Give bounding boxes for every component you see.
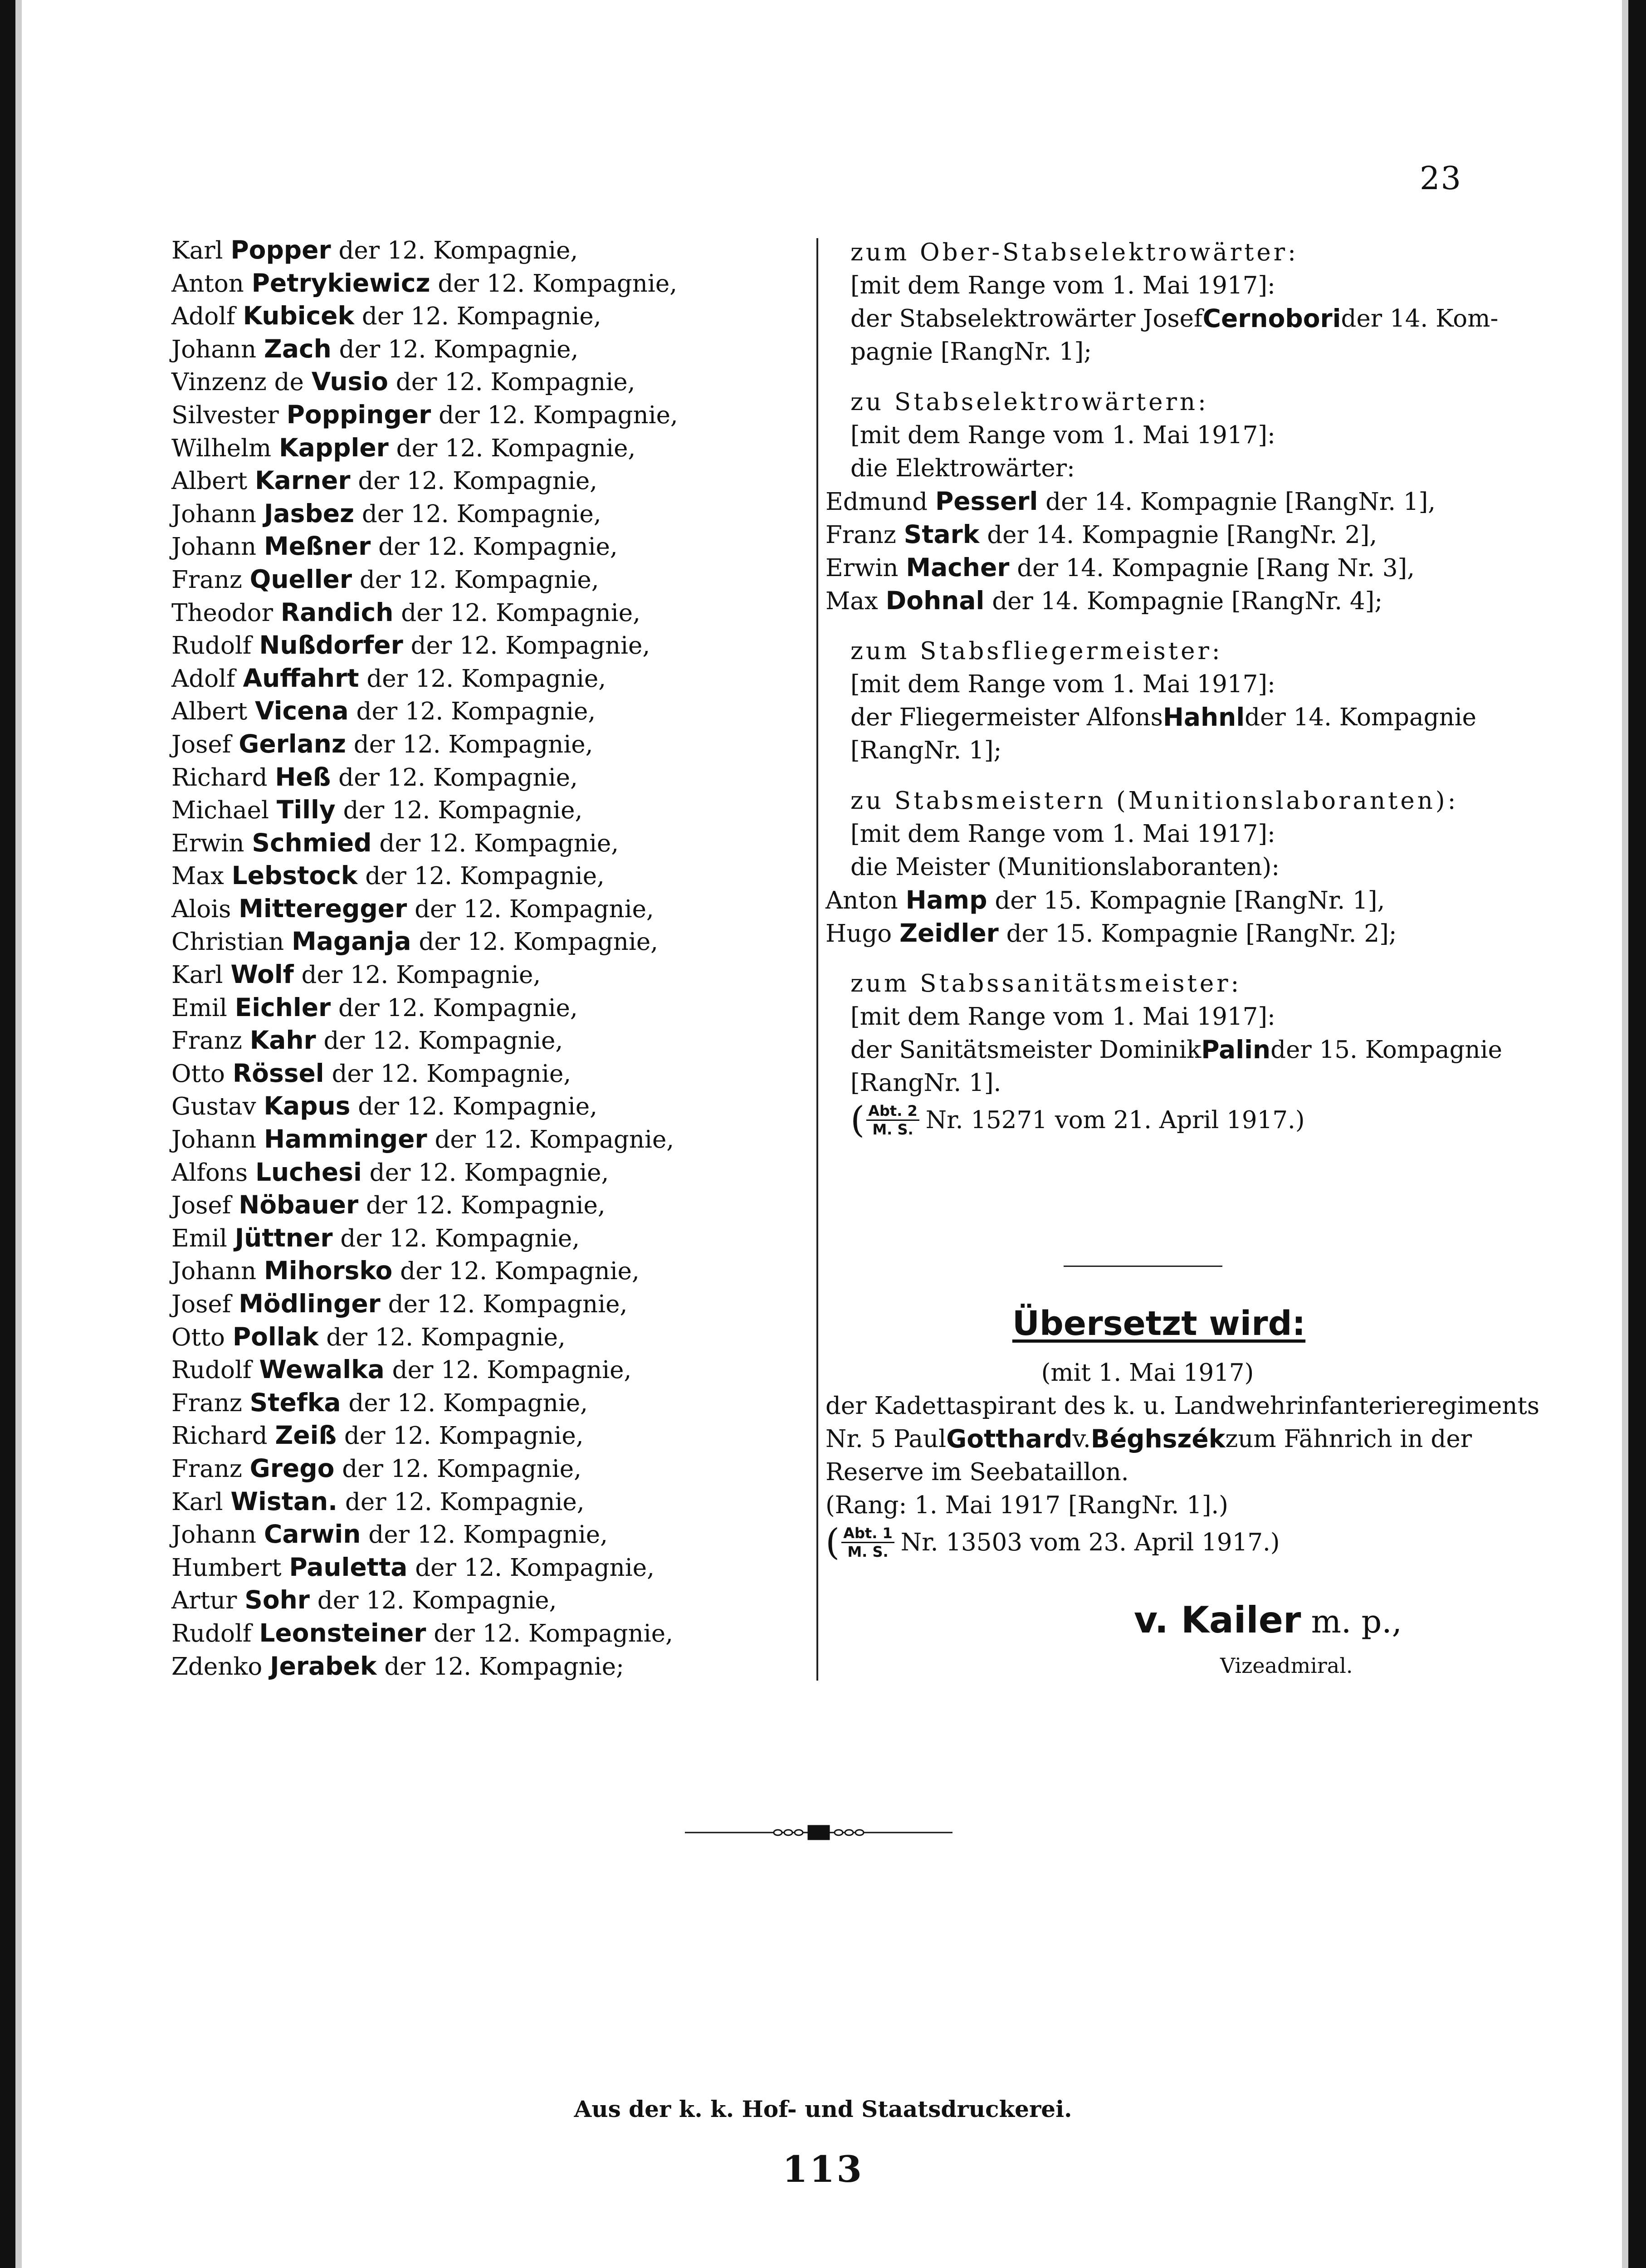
surname: Schmied (252, 828, 372, 857)
first-name: Franz (171, 1455, 242, 1483)
rank-date: [mit dem Range vom 1. Mai 1917]: (850, 670, 1275, 698)
surname: Rössel (232, 1058, 324, 1088)
entry-text: der 14. Kompagnie (1245, 704, 1477, 731)
first-name: Adolf (171, 665, 235, 693)
person-entry (171, 1485, 797, 1518)
unit-text: der 12. Kompagnie, (366, 665, 606, 693)
surname: Eichler (234, 992, 331, 1022)
unit-text: der 12. Kompagnie, (438, 269, 678, 298)
person-entry (171, 365, 797, 398)
surname: Petrykiewicz (251, 268, 430, 298)
person-name: Gotthard (946, 1424, 1073, 1453)
unit-text: der 12. Kompagnie, (366, 1192, 606, 1220)
person-entry (171, 267, 797, 300)
surname: Stefka (249, 1388, 341, 1417)
person-entry (171, 1024, 797, 1057)
person-entry (171, 1353, 797, 1386)
person-entry (171, 859, 797, 892)
surname: Grego (249, 1453, 335, 1483)
entry-text: der Stabselektrowärter Josef (850, 305, 1203, 332)
person-list (825, 485, 1467, 617)
surname: Kubicek (243, 301, 355, 331)
person-entry (171, 662, 797, 695)
person-entry (171, 1551, 797, 1584)
unit-text: der 12. Kompagnie, (323, 1027, 563, 1055)
first-name: Richard (171, 763, 268, 792)
first-name: Franz (825, 521, 896, 549)
person-entry (825, 485, 1467, 518)
unit-text: der 12. Kompagnie, (353, 730, 593, 758)
surname: Carwin (264, 1520, 361, 1549)
person-entry (171, 563, 797, 596)
surname: Pauletta (289, 1552, 408, 1582)
surname: Mitteregger (239, 894, 407, 923)
unit-text: der 12. Kompagnie, (401, 599, 640, 627)
reference-line (825, 1522, 1470, 1563)
first-name: Albert (171, 467, 248, 495)
person-name: Cernobori (1202, 304, 1341, 333)
transfer-text: Nr. 5 Paul (825, 1425, 947, 1453)
first-name: Wilhelm (171, 434, 272, 462)
fraction-top: Abt. 1 (841, 1525, 894, 1543)
reference-text: Nr. 13503 vom 23. April 1917.) (900, 1528, 1280, 1556)
surname: Kapus (264, 1091, 351, 1121)
column-divider (816, 238, 818, 1681)
unit-text: der 12. Kompagnie, (339, 335, 579, 363)
surname: Nöbauer (239, 1190, 359, 1220)
person-entry (171, 1584, 797, 1617)
first-name: Josef (171, 1290, 231, 1318)
rank-date: [mit dem Range vom 1. Mai 1917]: (850, 272, 1275, 299)
scan-border-right (1628, 0, 1646, 2268)
unit-text: der 12. Kompagnie, (344, 1422, 584, 1450)
unit-text: der 12. Kompagnie, (358, 1093, 597, 1121)
transfer-block (825, 1356, 1540, 1563)
surname: Vicena (255, 696, 349, 726)
person-entry (171, 332, 797, 366)
first-name: Franz (171, 1389, 242, 1417)
person-entry (825, 551, 1467, 584)
unit-text: der 12. Kompagnie, (338, 237, 578, 264)
right-column (825, 236, 1502, 1141)
unit-text: der 12. Kompagnie, (340, 1224, 580, 1252)
person-entry (171, 398, 797, 431)
person-entry (171, 892, 797, 925)
first-name: Emil (171, 994, 227, 1022)
person-entry (171, 431, 797, 464)
transfer-line: (Rang: 1. Mai 1917 [RangNr. 1].) (825, 1491, 1228, 1519)
unit-text: der 12. Kompagnie, (332, 1060, 571, 1088)
ornament-divider-icon (685, 1821, 952, 1844)
unit-text: der 12. Kompagnie, (434, 1619, 673, 1647)
entry-line: [RangNr. 1]. (850, 1069, 1001, 1097)
first-name: Zdenko (171, 1652, 263, 1681)
surname: Zeiß (275, 1421, 337, 1450)
unit-text: der 12. Kompagnie, (361, 500, 601, 528)
scan-border-right-shade (1622, 0, 1628, 2268)
unit-text: der 12. Kompagnie, (359, 566, 599, 594)
first-name: Johann (171, 533, 257, 561)
surname: Poppinger (286, 400, 431, 429)
first-name: Richard (171, 1422, 268, 1450)
surname: Meßner (264, 532, 371, 561)
person-entry (171, 1222, 797, 1255)
unit-text: der 12. Kompagnie, (343, 797, 583, 825)
first-name: Josef (171, 1192, 231, 1220)
signature-suffix: m. p., (1311, 1603, 1402, 1640)
surname: Kappler (279, 433, 389, 462)
first-name: Rudolf (171, 1356, 252, 1384)
unit-text: der 12. Kompagnie, (338, 763, 578, 792)
person-name: Béghszék (1090, 1424, 1226, 1453)
unit-text: der 12. Kompagnie, (317, 1587, 557, 1615)
entry-line: pagnie [RangNr. 1]; (850, 338, 1092, 366)
person-entry (171, 1287, 797, 1320)
first-name: Adolf (171, 303, 235, 331)
person-entry (171, 694, 797, 728)
unit-text: der 12. Kompagnie, (356, 698, 596, 726)
section-title-stabsfliegermeister: zum Stabsfliegermeister: (850, 637, 1223, 665)
surname: Gerlanz (239, 729, 346, 758)
unit-text: der 12. Kompagnie, (410, 632, 650, 660)
entry-line: [RangNr. 1]; (850, 737, 1002, 764)
first-name: Anton (825, 887, 898, 914)
person-entry (171, 629, 797, 662)
transfer-date: (mit 1. Mai 1917) (1041, 1359, 1254, 1387)
person-entry (825, 584, 1467, 617)
section-title-stabsmeister: zu Stabsmeistern (Munitionslaboranten): (850, 787, 1459, 815)
person-entry (171, 1617, 797, 1650)
unit-text: der 12. Kompagnie, (415, 1554, 654, 1582)
unit-text: der 15. Kompagnie [RangNr. 1], (995, 887, 1385, 914)
entry-line (850, 1033, 1502, 1066)
first-name: Johann (171, 335, 257, 363)
surname: Vusio (311, 367, 388, 396)
surname: Auffahrt (243, 663, 359, 693)
person-entry (171, 826, 797, 860)
entry-text: der 15. Kompagnie (1270, 1036, 1502, 1064)
person-entry (171, 1320, 797, 1354)
first-name: Karl (171, 1488, 223, 1516)
person-entry (171, 299, 797, 332)
person-entry (171, 958, 797, 991)
first-name: Karl (171, 961, 223, 989)
unit-text: der 12. Kompagnie, (415, 895, 654, 923)
surname: Macher (906, 553, 1010, 582)
unit-text: der 12. Kompagnie, (388, 1290, 628, 1318)
section-title-stabselektrowaerter: zu Stabselektrowärtern: (850, 388, 1209, 416)
person-entry (171, 1386, 797, 1419)
surname: Wistan. (230, 1486, 338, 1516)
surname: Wewalka (259, 1355, 385, 1384)
person-entry (171, 1090, 797, 1123)
first-name: Johann (171, 1126, 257, 1154)
first-name: Vinzenz de (171, 368, 304, 396)
first-name: Christian (171, 928, 284, 956)
first-name: Anton (171, 269, 244, 298)
rank-date: [mit dem Range vom 1. Mai 1917]: (850, 421, 1275, 449)
first-name: Otto (171, 1323, 225, 1351)
unit-text: der 12. Kompagnie, (326, 1323, 566, 1351)
left-name-list (171, 234, 797, 1682)
first-name: Silvester (171, 401, 279, 429)
first-name: Hugo (825, 920, 892, 948)
entry-line (850, 701, 1477, 734)
reference-text: Nr. 15271 vom 21. April 1917.) (925, 1106, 1305, 1134)
surname: Mihorsko (264, 1256, 393, 1286)
person-entry (171, 464, 797, 497)
first-name: Erwin (825, 554, 899, 582)
unit-text: der 12. Kompagnie, (419, 928, 659, 956)
page-number: 23 (1420, 160, 1462, 197)
unit-text: der 12. Kompagnie; (384, 1652, 624, 1681)
surname: Hamminger (264, 1124, 427, 1154)
surname: Wolf (230, 960, 294, 989)
person-entry (171, 925, 797, 958)
section-title-stabssanitaetsmeister: zum Stabssanitätsmeister: (850, 970, 1242, 997)
person-entry (171, 497, 797, 530)
surname: Sohr (244, 1585, 310, 1615)
unit-text: der 12. Kompagnie, (358, 467, 598, 495)
unit-text: der 14. Kompagnie [RangNr. 1], (1045, 488, 1436, 516)
transfer-text: zum Fähnrich in der (1225, 1425, 1472, 1453)
person-entry (825, 884, 1467, 917)
person-entry (171, 1123, 797, 1156)
entry-text: der Fliegermeister Alfons (850, 704, 1163, 731)
person-entry (825, 518, 1467, 551)
person-entry (171, 761, 797, 794)
person-entry (171, 234, 797, 267)
transfer-line: der Kadettaspirant des k. u. Landwehrinfanterieregiments (825, 1392, 1540, 1420)
entry-line (850, 302, 1499, 335)
unit-text: der 12. Kompagnie, (400, 1257, 640, 1286)
surname: Queller (249, 564, 352, 594)
unit-text: der 12. Kompagnie, (368, 1521, 608, 1549)
unit-text: der 12. Kompagnie, (338, 994, 578, 1022)
unit-text: der 12. Kompagnie, (301, 961, 541, 989)
surname: Popper (230, 235, 331, 264)
person-entry (171, 1156, 797, 1189)
first-name: Michael (171, 797, 269, 825)
first-name: Artur (171, 1587, 237, 1615)
surname: Leonsteiner (259, 1618, 426, 1647)
person-entry (171, 1518, 797, 1551)
surname: Tilly (276, 795, 336, 825)
unit-text: der 12. Kompagnie, (396, 368, 635, 396)
transfer-text: v. (1072, 1425, 1091, 1453)
unit-text: der 14. Kompagnie [RangNr. 2], (987, 521, 1377, 549)
scan-border-left (0, 0, 15, 2268)
transfer-heading: Übersetzt wird: (1012, 1304, 1306, 1343)
first-name: Max (171, 862, 224, 890)
person-entry (171, 991, 797, 1024)
transfer-line (825, 1422, 1470, 1456)
first-name: Max (825, 587, 878, 615)
reference-fraction (841, 1525, 894, 1560)
person-entry (825, 917, 1467, 950)
signature-name: v. Kailer (1134, 1599, 1301, 1641)
unit-text: der 12. Kompagnie, (345, 1488, 585, 1516)
surname: Jerabek (270, 1651, 377, 1681)
person-name: Hahnl (1162, 703, 1245, 732)
person-entry (171, 793, 797, 826)
person-entry (171, 1057, 797, 1090)
surname: Randich (280, 597, 394, 627)
first-name: Alois (171, 895, 231, 923)
surname: Kahr (249, 1026, 316, 1055)
unit-text: der 12. Kompagnie, (379, 829, 619, 857)
surname: Lebstock (231, 861, 358, 890)
unit-text: der 12. Kompagnie, (361, 303, 601, 331)
unit-text: der 12. Kompagnie, (365, 862, 605, 890)
person-entry (171, 1188, 797, 1222)
unit-text: der 15. Kompagnie [RangNr. 2]; (1006, 920, 1397, 948)
signature (1134, 1599, 1402, 1641)
paren-glyph: ( (850, 1099, 865, 1141)
surname: Zach (264, 334, 332, 363)
person-entry (171, 596, 797, 629)
surname: Jüttner (234, 1223, 333, 1252)
first-name: Edmund (825, 488, 928, 516)
surname: Stark (904, 520, 980, 549)
paren-glyph: ( (825, 1521, 840, 1563)
surname: Mödlinger (239, 1289, 381, 1318)
unit-text: der 12. Kompagnie, (396, 434, 636, 462)
entry-text: der Sanitätsmeister Dominik (850, 1036, 1202, 1064)
unit-text: der 14. Kompagnie [RangNr. 4]; (992, 587, 1383, 615)
entry-text: der 14. Kom- (1341, 305, 1499, 332)
unit-text: der 12. Kompagnie, (439, 401, 678, 429)
intro-line: die Elektrowärter: (850, 455, 1075, 482)
unit-text: der 12. Kompagnie, (369, 1158, 609, 1187)
first-name: Rudolf (171, 1619, 252, 1647)
unit-text: der 12. Kompagnie, (342, 1455, 581, 1483)
unit-text: der 12. Kompagnie, (348, 1389, 588, 1417)
surname: Maganja (292, 927, 411, 956)
first-name: Theodor (171, 599, 273, 627)
surname: Hamp (905, 885, 987, 914)
signature-title: Vizeadmiral. (1220, 1653, 1353, 1678)
first-name: Franz (171, 566, 242, 594)
first-name: Albert (171, 698, 248, 726)
person-entry (171, 1254, 797, 1287)
surname: Dohnal (885, 586, 985, 615)
reference-line (850, 1100, 1467, 1140)
first-name: Humbert (171, 1554, 282, 1582)
unit-text: der 14. Kompagnie [Rang Nr. 3], (1017, 554, 1415, 582)
surname: Karner (255, 466, 351, 495)
surname: Pollak (232, 1322, 319, 1351)
fraction-bottom: M. S. (847, 1543, 889, 1560)
section-title-ober-stabselektrowaerter: zum Ober-Stabselektrowärter: (850, 239, 1299, 266)
first-name: Josef (171, 730, 231, 758)
first-name: Gustav (171, 1093, 256, 1121)
first-name: Karl (171, 237, 223, 264)
scan-border-left-shade (15, 0, 22, 2268)
surname: Jasbez (264, 499, 355, 528)
first-name: Erwin (171, 829, 244, 857)
rank-date: [mit dem Range vom 1. Mai 1917]: (850, 820, 1275, 848)
surname: Nußdorfer (259, 631, 403, 660)
rank-date: [mit dem Range vom 1. Mai 1917]: (850, 1003, 1275, 1031)
person-entry (171, 1419, 797, 1452)
person-entry (171, 1650, 797, 1683)
transfer-line: Reserve im Seebataillon. (825, 1458, 1129, 1486)
first-name: Johann (171, 500, 257, 528)
person-name: Palin (1201, 1035, 1271, 1064)
surname: Zeidler (899, 919, 999, 948)
intro-line: die Meister (Munitionslaboranten): (850, 853, 1280, 881)
first-name: Emil (171, 1224, 227, 1252)
surname: Heß (275, 762, 331, 792)
person-list (825, 884, 1467, 950)
unit-text: der 12. Kompagnie, (378, 533, 618, 561)
first-name: Otto (171, 1060, 225, 1088)
first-name: Franz (171, 1027, 242, 1055)
first-name: Alfons (171, 1158, 248, 1187)
person-entry (171, 530, 797, 563)
printer-imprint: Aus der k. k. Hof- und Staatsdruckerei. (574, 2096, 1072, 2122)
fraction-top: Abt. 2 (866, 1102, 919, 1121)
surname: Luchesi (255, 1157, 362, 1187)
unit-text: der 12. Kompagnie, (392, 1356, 632, 1384)
first-name: Rudolf (171, 632, 252, 660)
person-entry (171, 728, 797, 761)
fraction-bottom: M. S. (872, 1120, 913, 1138)
bottom-page-number: 113 (782, 2148, 864, 2190)
unit-text: der 12. Kompagnie, (435, 1126, 674, 1154)
surname: Pesserl (935, 487, 1038, 516)
first-name: Johann (171, 1521, 257, 1549)
section-separator (1064, 1266, 1222, 1267)
reference-fraction (866, 1102, 919, 1138)
first-name: Johann (171, 1257, 257, 1286)
person-entry (171, 1452, 797, 1485)
